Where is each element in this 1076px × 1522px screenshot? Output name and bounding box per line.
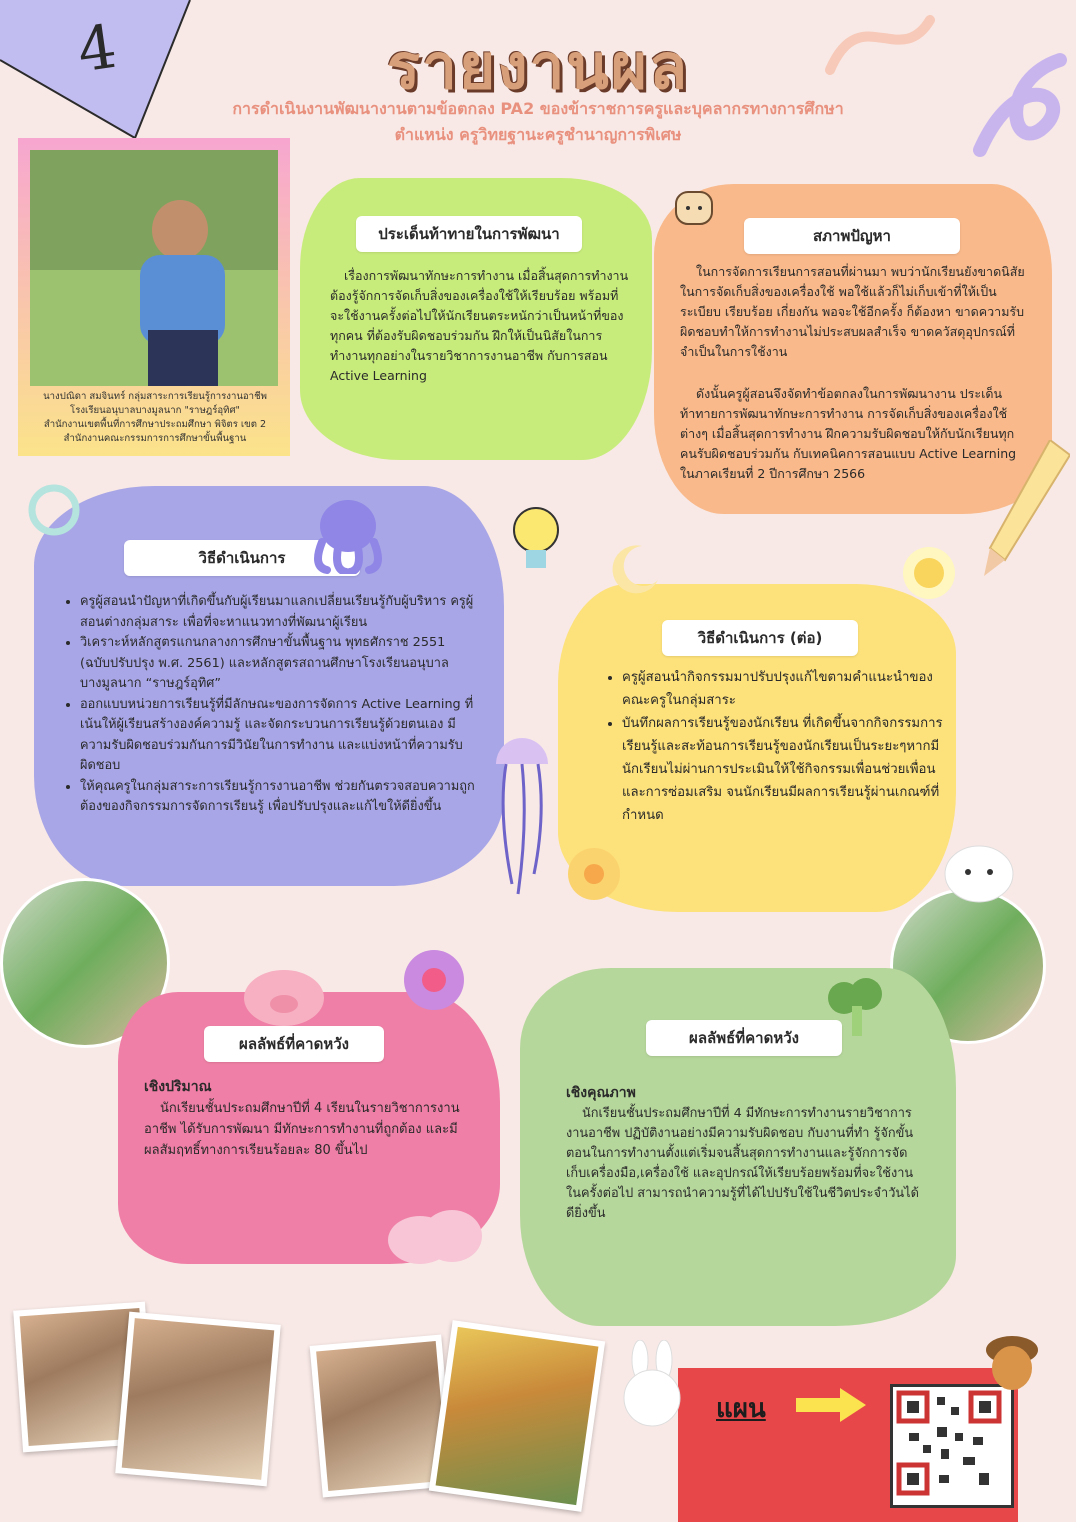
caption-office: สำนักงานเขตพื้นที่การศึกษาประถมศึกษา พิจิตร เขต 2 <box>43 419 267 430</box>
ring-decoration-icon <box>24 480 84 540</box>
subtitle-line-2: ตำแหน่ง ครูวิทยฐานะครูชำนาญการพิเศษ <box>394 125 682 144</box>
subtitle-line-1: การดำเนินงานพัฒนางานตามข้อตกลง PA2 ของข้าราชการครูและบุคลากรทางการศึกษา <box>232 99 844 118</box>
octopus-icon <box>302 492 394 574</box>
plan-label: แผน <box>716 1394 766 1424</box>
outcome-qual-text: นักเรียนชั้นประถมศึกษาปีที่ 4 มีทักษะการทำงานรายวิชาการงานอาชีพ ปฏิบัติงานอย่างมีความรับผิดชอบ กับงานที่ทำ รู้จักขั้นตอนในการทำงานตั้งแต่เริ่มจนสิ้นสุดการทำงานและรู้จักการจัดเก็บเครื่องมือ,เครื่องใช้ และอุปกรณ์ให้เรียบร้อยพร้อมที่จะใช้งานในครั้งต่อไป สามารถนำความรู้ที่ได้ไปปรับใช้ในชีวิตประจำวันได้ดียิ่งขึ้น <box>566 1106 919 1221</box>
cloud-icon <box>380 1200 490 1270</box>
activity-photo-2 <box>429 1320 605 1512</box>
jellyfish-icon <box>490 730 554 900</box>
pencil-icon <box>980 440 1070 580</box>
lightbulb-icon <box>498 492 568 582</box>
puppy-icon <box>936 836 1022 906</box>
list-item: • ครูผู้สอนนำปัญหาที่เกิดขึ้นกับผู้เรียนมาแลกเปลี่ยนเรียนรู้กับผู้บริหาร ครูผู้สอนต่างกลุ่มสาระ เพื่อที่จะหาแนวทางที่พัฒนาผู้เรียน <box>80 592 476 633</box>
teacher-photo <box>30 150 278 386</box>
bunny-icon <box>616 1340 690 1434</box>
arrow-right-icon <box>796 1388 866 1422</box>
profile-caption <box>22 390 288 446</box>
method-cont-label: วิธีดำเนินการ (ต่อ) <box>662 620 858 656</box>
acorn-icon <box>980 1328 1044 1392</box>
method-list <box>62 592 476 818</box>
qr-code[interactable] <box>890 1384 1014 1508</box>
method-cont-list <box>604 666 944 827</box>
flower-icon <box>398 944 470 1016</box>
challenge-label: ประเด็นท้าทายในการพัฒนา <box>356 216 582 252</box>
sun-flower-icon <box>896 540 962 606</box>
pig-icon <box>236 958 332 1028</box>
list-item: • ครูผู้สอนนำกิจกรรมมาปรับปรุงแก้ไขตามคำแนะนำของคณะครูในกลุ่มสาระ <box>622 666 944 712</box>
method-label: วิธีดำเนินการ <box>124 540 360 576</box>
list-item: • ออกแบบหน่วยการเรียนรู้ที่มีลักษณะของการจัดการ Active Learning ที่เน้นให้ผู้เรียนสร้างองค์ความรู้ และจัดกระบวนการเรียนรู้ด้วยตนเอง มีความรับผิดชอบร่วมกันการมีวินัยในการทำงาน และแบ่งหน้าที่ความรับผิดชอบ <box>80 695 476 777</box>
outcome-quant-label: ผลลัพธ์ที่คาดหวัง <box>204 1026 384 1062</box>
outcome-quant-heading: เชิงปริมาณ <box>144 1079 212 1095</box>
list-item: • ให้คุณครูในกลุ่มสาระการเรียนรู้การงานอาชีพ ช่วยกันตรวจสอบความถูกต้องของกิจกรรมการจัดการเรียนรู้ เพื่อปรับปรุงและแก้ไขให้ดียิ่งขึ้น <box>80 777 476 818</box>
caption-school: โรงเรียนอนุบาลบางมูลนาก "ราษฎร์อุทิศ" <box>70 405 240 416</box>
caption-name: นางปณิดา สมจินทร์ กลุ่มสาระการเรียนรู้การงานอาชีพ <box>43 391 267 402</box>
broccoli-icon <box>822 976 892 1038</box>
page-title: รายงานผล <box>386 30 690 103</box>
outcome-qual-label: ผลลัพธ์ที่คาดหวัง <box>646 1020 842 1056</box>
caption-commission: สำนักงานคณะกรรมการการศึกษาขั้นพื้นฐาน <box>63 433 247 444</box>
outcome-qual-heading: เชิงคุณภาพ <box>566 1085 636 1101</box>
flower-icon <box>562 842 626 906</box>
outcome-quant-text: นักเรียนชั้นประถมศึกษาปีที่ 4 เรียนในรายวิชาการงานอาชีพ ได้รับการพัฒนา มีทักษะการทำงานที่ถูกต้อง และมีผลสัมฤทธิ์ทางการเรียนร้อยละ 80 ขึ้นไป <box>144 1101 460 1158</box>
list-item: • บันทึกผลการเรียนรู้ของนักเรียน ที่เกิดขึ้นจากกิจกรรมการเรียนรู้และสะท้อนการเรียนรู้ของนักเรียนเป็นระยะๆหากมีนักเรียนไม่ผ่านการประเมินให้ใช้กิจกรรมเพื่อนช่วยเพื่อนและการซ่อมเสริม จนนักเรียนมีผลการเรียนรู้ผ่านเกณฑ์ที่กำหนด <box>622 712 944 827</box>
classroom-photo-2 <box>115 1312 281 1487</box>
problem-para-1: ในการจัดการเรียนการสอนที่ผ่านมา พบว่านักเรียนยังขาดนิสัยในการจัดเก็บสิ่งของเครื่องใช้ พอใช้แล้วก็ไม่เก็บเข้าที่ให้เป็นระเบียบ เรียบร้อย เกี่ยงกัน พอจะใช้อีกครั้ง ก็ต้องหา ขาดความรับผิดชอบทำให้การทำงานไม่ประสบผลสำเร็จ ขาดควัสดุอุปกรณ์ที่จำเป็นในการใช้งาน <box>680 264 1025 359</box>
badge-number: 4 <box>73 11 121 87</box>
moon-icon <box>602 540 662 596</box>
toast-icon <box>672 184 716 228</box>
challenge-text: เรื่องการพัฒนาทักษะการทำงาน เมื่อสิ้นสุดการทำงานต้องรู้จักการจัดเก็บสิ่งของเครื่องใช้ให้เรียบร้อย พร้อมที่จะใช้งานครั้งต่อไปให้นักเรียนตระหนักว่าเป็นหน้าที่ของทุกคน ที่ต้องรับผิดชอบร่วมกัน ฝึกให้เป็นนิสัยในการทำงานทุกอย่างในรายวิชาการงานอาชีพ กับการสอน Active Learning <box>330 268 629 383</box>
problem-para-2: ดังนั้นครูผู้สอนจึงจัดทำข้อตกลงในการพัฒนางาน ประเด็นท้าทายการพัฒนาทักษะการทำงาน การจัดเก็บสิ่งของเครื่องใช้ต่างๆ เมื่อสิ้นสุดการทำงาน ฝึกความรับผิดชอบให้กับนักเรียนทุกคนรับผิดชอบร่วมกัน กับเทคนิคการสอนแบบ Active Learning ในภาคเรียนที่ 2 ปีการศึกษา 2566 <box>680 386 1017 481</box>
list-item: • วิเคราะห์หลักสูตรแกนกลางการศึกษาขั้นพื้นฐาน พุทธศักราช 2551 (ฉบับปรับปรุง พ.ศ. 2561) และหลักสูตรสถานศึกษาโรงเรียนอนุบาลบางมูลนาก “ราษฎร์อุทิศ” <box>80 633 476 695</box>
problem-label: สภาพปัญหา <box>744 218 960 254</box>
